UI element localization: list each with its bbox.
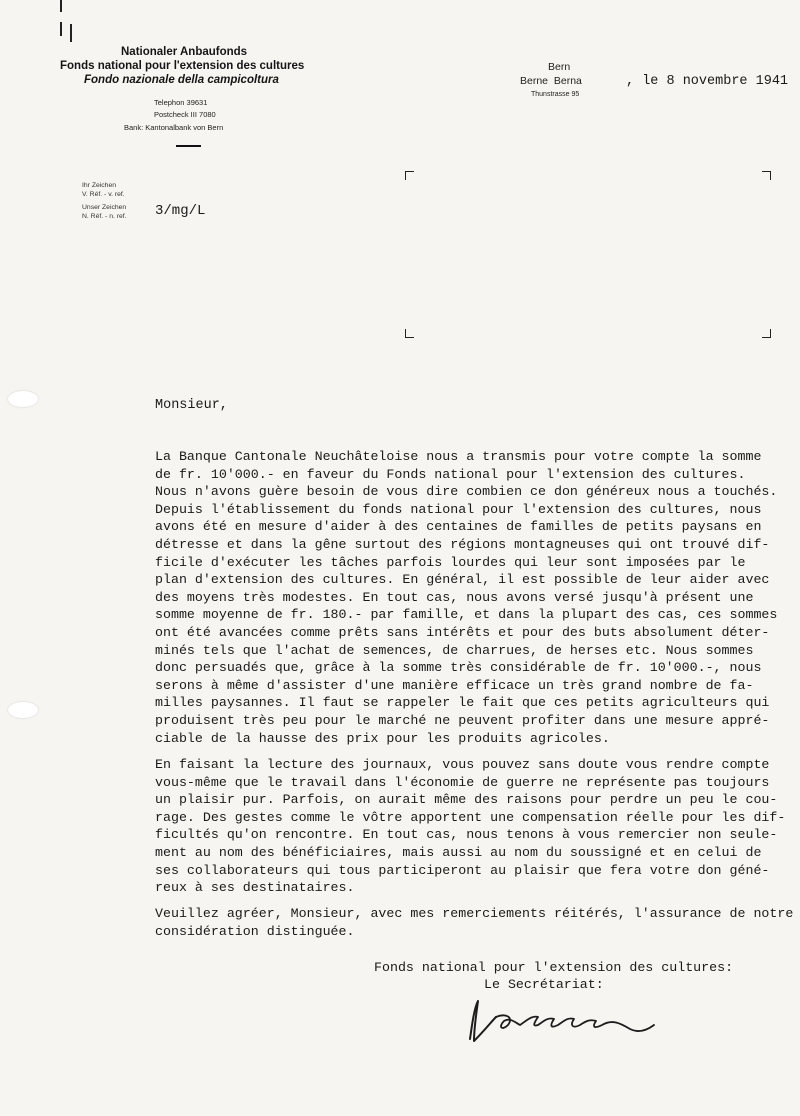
- text-line: des moyens très modestes. En tout cas, nous avons versé jusqu'à présent une: [155, 589, 754, 605]
- text-line: Depuis l'établissement du fonds national pour l'extension des cultures, nous: [155, 501, 762, 517]
- text-line: Nous n'avons guère besoin de vous dire combien ce don généreux nous a touchés.: [155, 484, 778, 500]
- text-line: considération distinguée.: [155, 923, 355, 939]
- address-window-corner: [405, 329, 414, 338]
- text-line: La Banque Cantonale Neuchâteloise nous a transmis pour votre compte la somme: [155, 449, 762, 464]
- address-window-corner: [762, 171, 771, 180]
- letterhead-bank: Bank: Kantonalbank von Bern: [124, 123, 224, 132]
- text-line: rage. Des gestes comme le vôtre apportent une compensation réelle pour les dif-: [155, 809, 786, 825]
- letterhead-telephone: Telephon 39631: [154, 98, 208, 107]
- fold-mark: [70, 24, 72, 42]
- closing-organization: Fonds national pour l'extension des cultures:: [374, 960, 734, 975]
- text-line: ficile d'exécuter les tâches parfois lourdes qui leur sont imposées par le: [155, 554, 746, 570]
- our-ref-value: 3/mg/L: [155, 203, 206, 219]
- your-ref-label-2: V. Réf. - v. ref.: [82, 191, 125, 198]
- address-window-corner: [405, 171, 414, 180]
- text-line: avons été en mesure d'aider à des centaines de familles de petits paysans en: [155, 519, 762, 535]
- handwritten-signature: [462, 995, 662, 1047]
- text-line: somme moyenne de fr. 180.- par famille, et dans la plupart des cas, ces sommes: [155, 607, 778, 623]
- body-paragraph-3: [155, 905, 794, 940]
- letterhead-rule: [176, 145, 201, 147]
- punch-hole: [8, 702, 38, 718]
- text-line: détresse et dans la gêne surtout des régions montagneuses qui ont trouvé dif-: [155, 536, 770, 552]
- text-line: Veuillez agréer, Monsieur, avec mes remerciements réitérés, l'assurance de notre: [155, 906, 794, 921]
- text-line: ses collaborateurs qui tous participeront au plaisir que fera votre don géné-: [155, 862, 770, 878]
- fold-mark: [60, 22, 62, 36]
- our-ref-label-1: Unser Zeichen: [82, 204, 127, 211]
- text-line: plan d'extension des cultures. En général, il est possible de leur aider avec: [155, 572, 770, 588]
- punch-hole: [8, 391, 38, 407]
- street-address: Thunstrasse 95: [531, 91, 580, 98]
- our-ref-label-2: N. Réf. - n. ref.: [82, 213, 127, 220]
- text-line: reux à ses destinataires.: [155, 880, 355, 896]
- letterhead-name-it: Fondo nazionale della campicoltura: [84, 74, 279, 86]
- text-line: ciable de la hausse des prix pour les produits agricoles.: [155, 730, 610, 746]
- text-line: un plaisir pur. Parfois, on aurait même des raisons pour perdre un peu le cou-: [155, 792, 778, 808]
- text-line: milles paysannes. Il faut se rappeler le fait que ces petits agriculteurs qui: [155, 695, 770, 711]
- letterhead-name-fr: Fonds national pour l'extension des cultures: [60, 60, 305, 72]
- body-paragraph-1: [155, 448, 778, 747]
- text-line: minés tels que l'achat de semences, de charrues, de herses etc. Nous sommes: [155, 642, 754, 658]
- address-window-corner: [762, 329, 771, 338]
- text-line: de fr. 10'000.- en faveur du Fonds national pour l'extension des cultures.: [155, 466, 746, 482]
- text-line: vous-même que le travail dans l'économie de guerre ne représente pas toujours: [155, 774, 770, 790]
- closing-role: Le Secrétariat:: [484, 977, 604, 992]
- fold-mark: [60, 0, 62, 12]
- text-line: donc persuadés que, grâce à la somme très considérable de fr. 10'000.-, nous: [155, 660, 762, 676]
- letterhead-name-de: Nationaler Anbaufonds: [121, 46, 248, 58]
- text-line: ment au nom des bénéficiaires, mais aussi au nom du soussigné et en celui de: [155, 844, 762, 860]
- text-line: ont été avancées comme prêts sans intérêts et pour des buts absolument déter-: [155, 624, 770, 640]
- text-line: serons à même d'assister d'une manière efficace un très grand nombre de fa-: [155, 677, 754, 693]
- letter-date: , le 8 novembre 1941: [626, 74, 789, 89]
- text-line: produisent très peu pour le marché ne peuvent profiter dans une mesure appré-: [155, 712, 770, 728]
- city-line-1: Bern: [548, 61, 571, 73]
- body-paragraph-2: [155, 756, 786, 897]
- salutation: Monsieur,: [155, 398, 228, 413]
- letterhead-postcheck: Postcheck III 7080: [154, 110, 216, 119]
- your-ref-label-1: Ihr Zeichen: [82, 182, 117, 189]
- text-line: ficultés qu'on rencontre. En tout cas, nous tenons à vous remercier non seule-: [155, 827, 778, 843]
- text-line: En faisant la lecture des journaux, vous pouvez sans doute vous rendre compte: [155, 757, 770, 772]
- city-line-2: Berne Berna: [520, 75, 582, 87]
